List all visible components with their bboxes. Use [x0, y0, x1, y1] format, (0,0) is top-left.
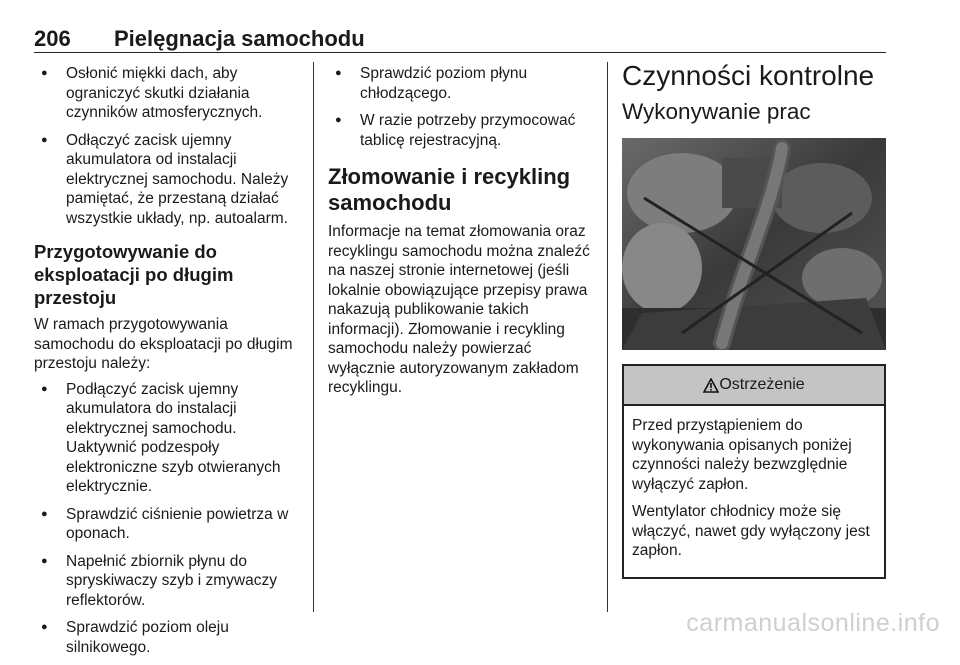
column-divider: [607, 62, 608, 612]
page-number: 206: [34, 26, 71, 51]
list-item: ● Sprawdzić poziom oleju silnikowego.: [34, 618, 302, 657]
section-heading: Przygotowywanie do eksploatacji po długim przestoju: [34, 241, 234, 308]
warning-box: [622, 364, 886, 579]
warning-paragraph: Wentylator chłodnicy może się włączyć, nawet gdy wyłączony jest zapłon.: [632, 503, 870, 559]
list-item: ● Napełnić zbiornik płynu do spryskiwaczy szyb i zmywaczy reflektorów.: [34, 552, 302, 611]
column-left: [34, 64, 302, 665]
warning-header: [624, 366, 884, 406]
paragraph: Informacje na temat złomowania oraz recyklingu samochodu można znaleźć na naszej stronie internetowej (jeśli lokalnie obowiązujące przepisy prawa nakazują publikowanie takich informacji). Złomowanie i recykling samochodu należy powierzać wyłącznie autoryzowanym zakładom recyklingu.: [328, 223, 590, 396]
warning-body: [624, 406, 884, 577]
chapter-title: Czynności kontrolne: [622, 60, 875, 91]
list-item: ● W razie potrzeby przymocować tablicę rejestracyjną.: [328, 111, 596, 150]
chapter-subtitle: Wykonywanie prac: [622, 99, 811, 124]
warning-triangle-icon: [703, 378, 719, 393]
list-item: ● Sprawdzić poziom płynu chłodzącego.: [328, 64, 596, 103]
bullet-list: [34, 380, 302, 658]
list-item: ● Odłączyć zacisk ujemny akumulatora od instalacji elektrycznej samochodu. Należy pamiętać, że przestaną działać wszystkie układy, np. autoalarm.: [34, 131, 302, 229]
engine-bay-photo: [622, 138, 886, 350]
bullet-list: [328, 64, 596, 150]
page-header: [34, 0, 886, 53]
page-title: Pielęgnacja samochodu: [114, 26, 365, 51]
paragraph: W ramach przygotowywania samochodu do eksploatacji po długim przestoju należy:: [34, 316, 293, 372]
list-item: ● Sprawdzić ciśnienie powietrza w oponach.: [34, 505, 302, 544]
warning-paragraph: Przed przystąpieniem do wykonywania opisanych poniżej czynności należy bezwzględnie wyłączyć zapłon.: [632, 417, 852, 493]
watermark: carmanualsonline.info: [686, 609, 940, 637]
column-middle: [328, 64, 596, 404]
warning-label: Ostrzeżenie: [719, 376, 805, 394]
column-right: [622, 60, 886, 579]
bullet-list: [34, 64, 302, 228]
list-item: ● Podłączyć zacisk ujemny akumulatora do instalacji elektrycznej samochodu. Uaktywnić podzespoły elektroniczne szyb otwieranych elektrycznie.: [34, 380, 302, 497]
list-item: ● Osłonić miękki dach, aby ograniczyć skutki działania czynników atmosferycznych.: [34, 64, 302, 123]
column-divider: [313, 62, 314, 612]
section-heading: Złomowanie i recykling samochodu: [328, 164, 571, 215]
